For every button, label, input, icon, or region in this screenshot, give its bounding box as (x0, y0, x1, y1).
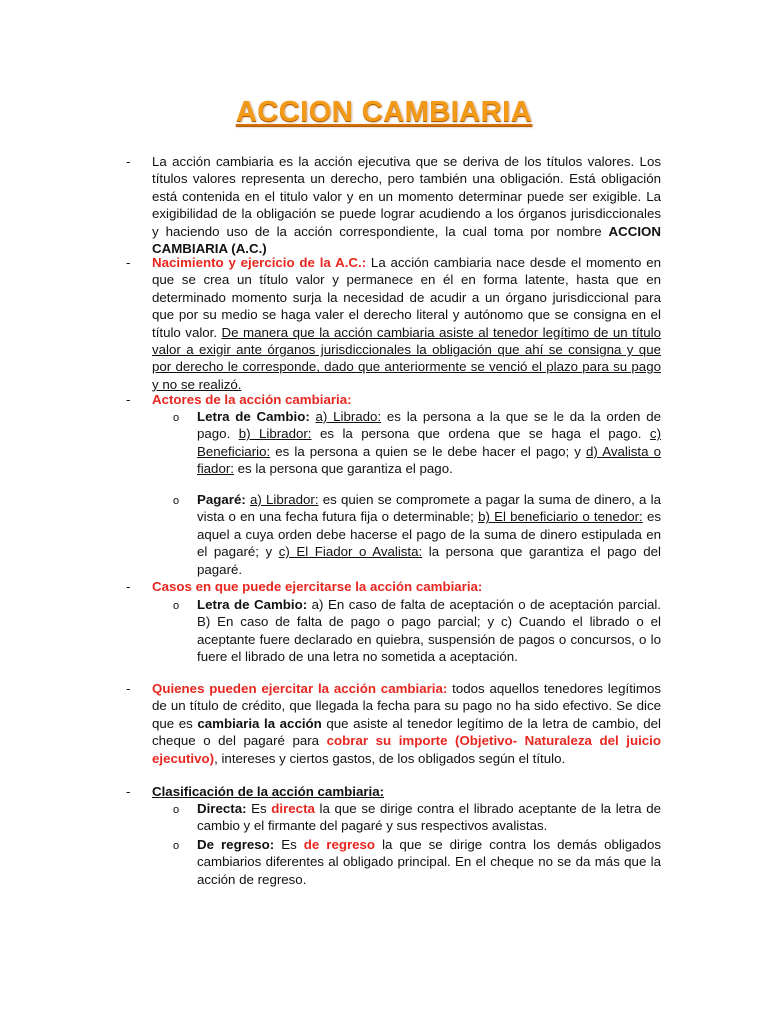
dash-bullet: - (126, 681, 131, 696)
paragraph-clasificacion (152, 783, 661, 800)
circle-bullet: o (173, 600, 180, 612)
circle-bullet: o (173, 840, 180, 852)
pagare-librador-term: a) Librador: (250, 492, 319, 507)
actores-letra-item (197, 408, 661, 478)
directa-text-1: Es (246, 801, 272, 816)
clasificacion-regreso-item (197, 836, 661, 888)
paragraph-quienes (152, 680, 661, 767)
page-title: ACCION CAMBIARIA (235, 96, 533, 128)
directa-red: directa (271, 801, 315, 816)
nacimiento-text: La acción cambiaria nace desde el momento en que se crea un título valor y permanece en él en forma latente, hasta que en determinado momento surja la necesidad de acudir a un órgano jurisdiccional para que por su medio se haga valer el derecho literal y autónomo que se consigna en el título valor. (152, 255, 661, 340)
regreso-text-2: la que se dirige contra los demás obligados cambiarios diferentes al obligado principal. En el cheque no se da más que la acción de regreso. (197, 837, 661, 887)
casos-letra-text: a) En caso de falta de aceptación o de aceptación parcial. B) En caso de falta de pago o pago parcial; y c) Cuando el librado o el aceptante fuere declarado en quiebra, suspensión de pagos o concursos, o lo fuere el librado de una letra no sometida a aceptación. (197, 597, 662, 665)
casos-letra-item (197, 596, 661, 666)
dash-bullet: - (126, 784, 131, 799)
pagare-librador-def: es quien se compromete a pagar la suma de dinero, a la vista o en una fecha futura fija o determinable; (197, 492, 662, 525)
intro-bold: ACCION CAMBIARIA (A.C.) (152, 223, 661, 257)
casos-letra-label: Letra de Cambio: (197, 597, 308, 612)
beneficiario-def: es la persona a quien se le debe hacer el pago; y (270, 443, 587, 459)
pagare-label: Pagaré: (197, 492, 246, 507)
paragraph-intro (152, 153, 661, 257)
dash-bullet: - (126, 154, 131, 169)
regreso-label: De regreso: (197, 837, 275, 852)
dash-bullet: - (126, 579, 131, 594)
quienes-red: cobrar su importe (Objetivo- Naturaleza del juicio ejecutivo) (152, 733, 661, 766)
letra-label: Letra de Cambio: (197, 409, 310, 424)
intro-text: La acción cambiaria es la acción ejecutiva que se deriva de los títulos valores. Los títulos valores representa un derecho, pero también una obligación. Está obligación está contenida en el titulo valor y en un momento determinar puede ser exigible. La exigibilidad de la obligación se puede lograr acudiendo a los órganos jurisdiccionales y haciendo uso de la acción correspondiente, la cual toma por nombre (152, 154, 661, 239)
regreso-text-1: Es (274, 837, 304, 852)
directa-text-2: la que se dirige contra el librado aceptante de la letra de cambio y el firmante del pagaré y sus respectivos avalistas. (197, 801, 661, 834)
paragraph-actores (152, 391, 661, 408)
paragraph-casos (152, 578, 661, 595)
section-heading: Casos en que puede ejercitarse la acción cambiaria: (152, 579, 483, 594)
pagare-beneficiario-term: b) El beneficiario o tenedor: (478, 509, 643, 525)
regreso-red: de regreso (303, 837, 376, 852)
actores-pagare-item (197, 491, 661, 578)
librado-term: a) Librado: (315, 409, 382, 424)
section-heading: Quienes pueden ejercitar la acción cambiaria: (152, 681, 448, 696)
clasificacion-directa-item (197, 800, 661, 835)
beneficiario-term: c) Beneficiario: (197, 426, 661, 459)
circle-bullet: o (173, 495, 180, 507)
dash-bullet: - (126, 255, 131, 270)
section-heading: Clasificación de la acción cambiaria: (152, 784, 385, 799)
circle-bullet: o (173, 412, 180, 424)
dash-bullet: - (126, 392, 131, 407)
quienes-text-1: todos aquellos tenedores legítimos de un título de crédito, que llegada la fecha para su pago no ha sido efectivo. Se dice que es (152, 681, 661, 731)
directa-label: Directa: (197, 801, 247, 816)
nacimiento-underlined: De manera que la acción cambiaria asiste al tenedor legítimo de un título valor a exigir ante órganos jurisdiccionales la obligación que ahí se consigna y que por derecho le corresponde, dado que anteriormente se venció el plazo para su pago y no se realizó. (152, 324, 661, 392)
circle-bullet: o (173, 804, 180, 816)
pagare-beneficiario-def: es aquel a cuya orden debe hacerse el pago de la suma de dinero estipulada en el pagaré; y (197, 509, 661, 560)
librador-term: b) Librador: (238, 426, 312, 442)
pagare-fiador-term: c) El Fiador o Avalista: (278, 544, 423, 560)
avalista-term: d) Avalista o fiador: (197, 443, 661, 477)
section-heading: Nacimiento y ejercicio de la A.C.: (152, 255, 367, 270)
librado-def: es la persona a la que se le da la orden de pago. (197, 409, 661, 442)
avalista-def: es la persona que garantiza el pago. (233, 461, 453, 477)
quienes-text-3: , intereses y ciertos gastos, de los obligados según el título. (214, 750, 566, 766)
paragraph-nacimiento (152, 254, 661, 393)
quienes-text-2: que asiste al tenedor legítimo de la letra de cambio, del cheque o del pagaré para (152, 715, 661, 749)
quienes-bold: cambiaria la acción (197, 715, 322, 731)
section-heading: Actores de la acción cambiaria: (152, 392, 352, 407)
pagare-fiador-def: la persona que garantiza el pago del pagaré. (197, 544, 661, 577)
librador-def: es la persona que ordena que se haga el pago. (311, 426, 650, 442)
